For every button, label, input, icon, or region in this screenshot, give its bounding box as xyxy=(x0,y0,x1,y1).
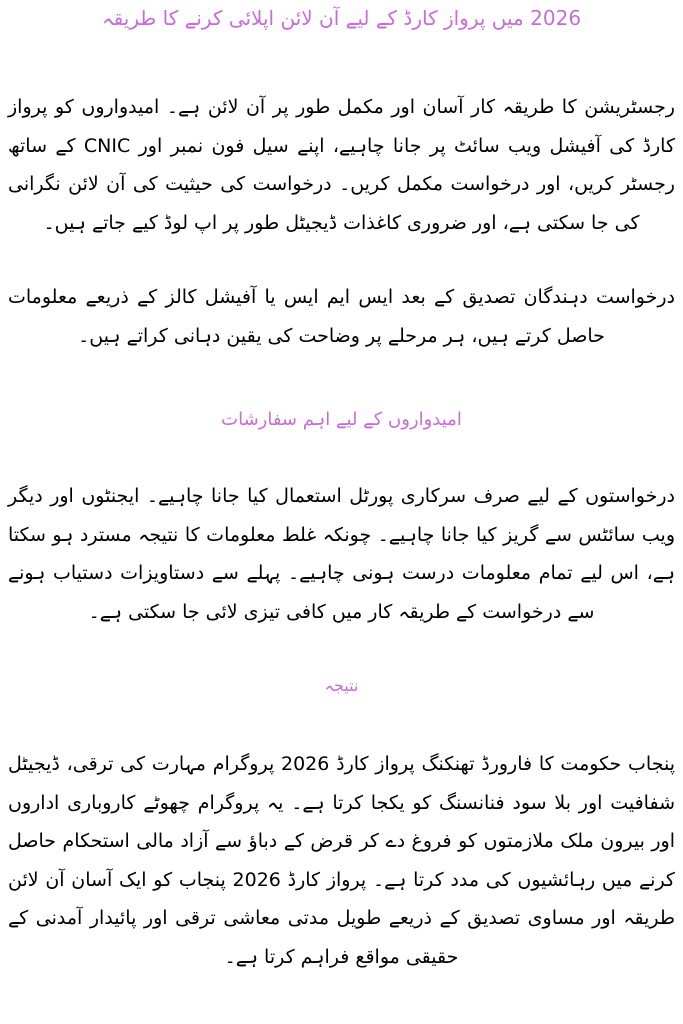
intro-paragraph-sms-verification: درخواست دہندگان تصدیق کے بعد ایس ایم ایس یا آفیشل کالز کے ذریعے معلومات حاصل کرتے ہیں، ہر مرحلے پر وضاحت کی یقین دہانی کراتے ہیں۔ xyxy=(8,286,675,347)
section-heading-recommendations: امیدواروں کے لیے اہم سفارشات xyxy=(221,409,462,430)
intro-paragraph-registration: رجسٹریشن کا طریقہ کار آسان اور مکمل طور پر آن لائن ہے۔ امیدواروں کو پرواز کارڈ کی آفیشل ویب سائٹ پر جانا چاہیے، اپنے سیل فون نمبر اور CNIC کے ساتھ رجسٹر کریں، اور درخواست مکمل کریں۔ درخواست کی حیثیت کی آن لائن نگرانی کی جا سکتی ہے، اور ضروری کاغذات ڈیجیٹل طور پر اپ لوڈ کیے جاتے ہیں۔ xyxy=(8,96,675,234)
recommendations-paragraph: درخواستوں کے لیے صرف سرکاری پورٹل استعمال کیا جانا چاہیے۔ ایجنٹوں اور دیگر ویب سائٹس سے گریز کیا جانا چاہیے۔ چونکہ غلط معلومات کا نتیجہ مسترد ہو سکتا ہے، اس لیے تمام معلومات درست ہونی چاہیے۔ پہلے سے دستاویزات دستیاب ہونے سے درخواست کے طریقہ کار میں کافی تیزی لائی جا سکتی ہے۔ xyxy=(8,485,675,623)
page-title: 2026 میں پرواز کارڈ کے لیے آن لائن اپلائی کرنے کا طریقہ xyxy=(101,6,582,30)
section-heading-conclusion: نتیجہ xyxy=(324,676,359,695)
conclusion-paragraph: پنجاب حکومت کا فارورڈ تھنکنگ پرواز کارڈ 2026 پروگرام مہارت کی ترقی، ڈیجیٹل شفافیت اور بلا سود فنانسنگ کو یکجا کرتا ہے۔ یہ پروگرام چھوٹے کاروباری اداروں اور بیرون ملک ملازمتوں کو فروغ دے کر قرض کے دباؤ سے آزاد مالی استحکام حاصل کرنے میں رہائشیوں کی مدد کرتا ہے۔ پرواز کارڈ 2026 پنجاب کو ایک آسان آن لائن طریقہ اور مساوی تصدیق کے ذریعے طویل مدتی معاشی ترقی اور پائیدار آمدنی کے حقیقی مواقع فراہم کرتا ہے۔ xyxy=(8,753,676,968)
